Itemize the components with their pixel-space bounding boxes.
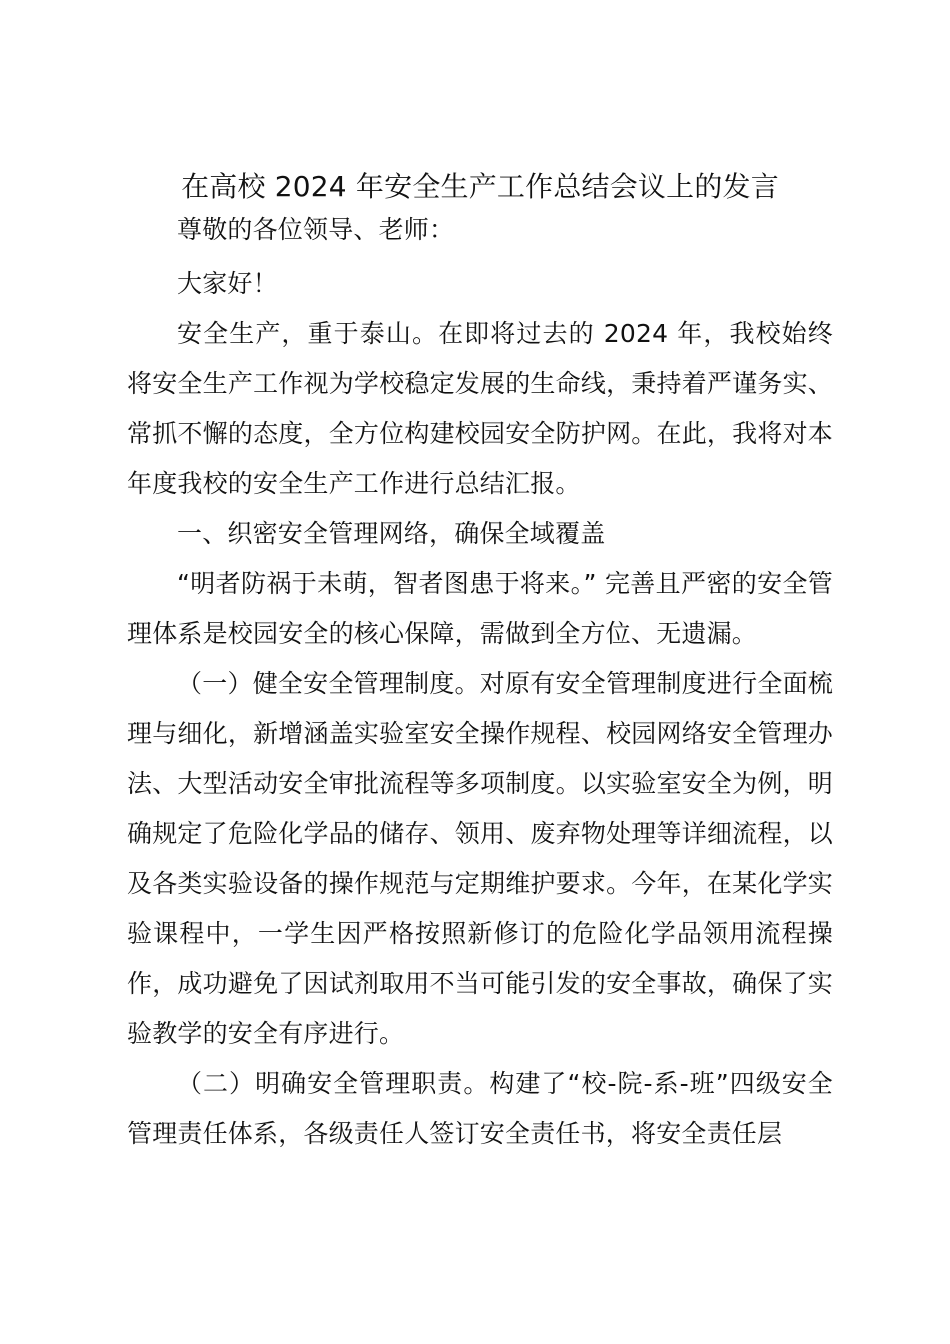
document-title: 在高校 2024 年安全生产工作总结会议上的发言	[181, 170, 779, 203]
paragraph-quote: “明者防祸于未萌，智者图患于将来。” 完善且严密的安全管理体系是校园安全的核心保障，需做到全方位、无遗漏。	[127, 569, 833, 648]
paragraph-intro: 安全生产，重于泰山。在即将过去的 2024 年，我校始终将安全生产工作视为学校稳定发展的生命线，秉持着严谨务实、常抓不懈的态度，全方位构建校园安全防护网。在此，我将对本年度我校的安全生产工作进行总结汇报。	[127, 319, 833, 498]
document-body	[127, 170, 833, 1179]
salutation: 尊敬的各位领导、老师：	[177, 215, 455, 244]
section-heading-1: 一、织密安全管理网络，确保全域覆盖	[177, 519, 606, 548]
paragraph-subsection-1: （一）健全安全管理制度。对原有安全管理制度进行全面梳理与细化，新增涵盖实验室安全操作规程、校园网络安全管理办法、大型活动安全审批流程等多项制度。以实验室安全为例，明确规定了危险化学品的储存、领用、废弃物处理等详细流程，以及各类实验设备的操作规范与定期维护要求。今年，在某化学实验课程中，一学生因严格按照新修订的危险化学品领用流程操作，成功避免了因试剂取用不当可能引发的安全事故，确保了实验教学的安全有序进行。	[127, 669, 833, 1048]
paragraph-block	[127, 309, 833, 1159]
paragraph-subsection-2: （二）明确安全管理职责。构建了“校-院-系-班”四级安全管理责任体系，各级责任人签订安全责任书，将安全责任层	[127, 1069, 833, 1148]
greeting: 大家好！	[177, 269, 278, 298]
